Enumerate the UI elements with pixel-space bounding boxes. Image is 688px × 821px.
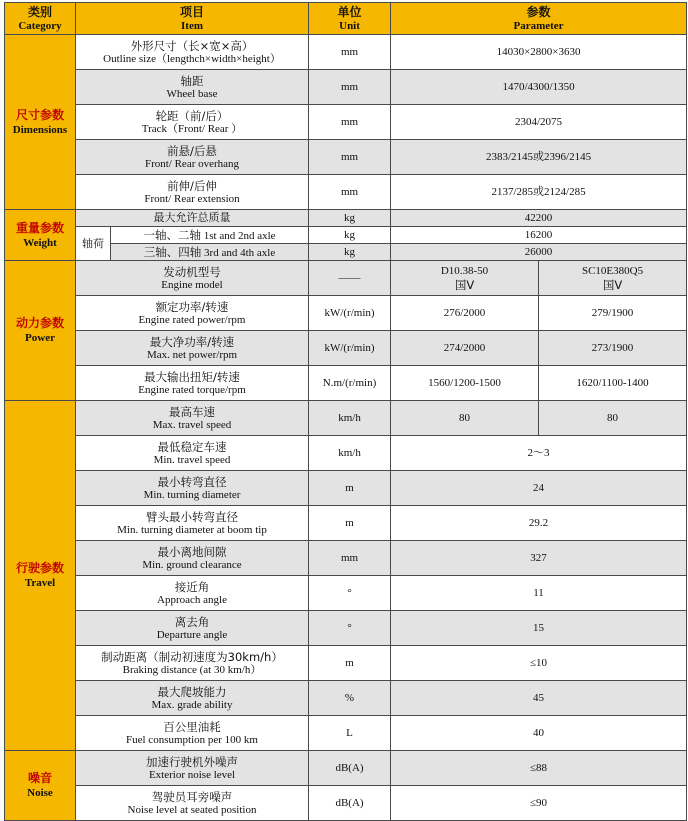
unit-cell: mm <box>309 105 391 140</box>
table-row <box>5 210 687 227</box>
value-cell: 42200 <box>391 210 687 227</box>
item-cell <box>76 681 309 716</box>
item-zh: 前伸/后伸 <box>167 178 217 193</box>
item-cell <box>76 646 309 681</box>
category-zh: 噪音 <box>27 771 52 785</box>
value-cell: 80 <box>391 401 539 436</box>
item-cell <box>76 261 309 296</box>
item-en: Min. travel speed <box>153 453 231 466</box>
item-en: Approach angle <box>157 593 227 606</box>
item-cell <box>76 35 309 70</box>
value-cell: 1620/1100-1400 <box>539 366 687 401</box>
item-cell <box>76 611 309 646</box>
table-row <box>5 786 687 821</box>
unit-cell: mm <box>309 140 391 175</box>
item-en: Engine rated power/rpm <box>138 313 246 326</box>
header-item-zh: 项目 <box>180 4 205 19</box>
value-cell: ≤88 <box>391 751 687 786</box>
value-cell: 2137/285或2124/285 <box>391 175 687 210</box>
value-cell: 279/1900 <box>539 296 687 331</box>
unit-cell: km/h <box>309 401 391 436</box>
category-power <box>5 261 76 401</box>
unit-cell: ° <box>309 611 391 646</box>
item-zh: 额定功率/转速 <box>155 299 229 314</box>
header-row <box>5 3 687 35</box>
item-zh: 百公里油耗 <box>163 719 221 734</box>
item-zh: 最小离地间隙 <box>157 544 227 559</box>
item-cell <box>76 786 309 821</box>
header-param-en: Parameter <box>513 19 564 32</box>
table-row <box>5 401 687 436</box>
item-cell: 最大允许总质量 <box>76 210 309 227</box>
header-category <box>5 3 76 35</box>
item-en: Engine model <box>161 278 223 291</box>
table-row <box>5 35 687 70</box>
value-cell: 11 <box>391 576 687 611</box>
category-en: Weight <box>23 236 57 249</box>
unit-cell: mm <box>309 70 391 105</box>
item-cell <box>76 105 309 140</box>
axle-load-label: 轴荷 <box>76 227 111 261</box>
item-en: Outline size（lengthch×width×height） <box>103 52 281 65</box>
item-zh: 最大输出扭矩/转速 <box>144 369 240 384</box>
table-row <box>5 105 687 140</box>
item-cell <box>76 296 309 331</box>
table-row <box>5 541 687 576</box>
unit-cell: N.m/(r/min) <box>309 366 391 401</box>
item-cell <box>76 716 309 751</box>
value-cell: 2383/2145或2396/2145 <box>391 140 687 175</box>
item-cell <box>111 244 309 261</box>
value-cell: 276/2000 <box>391 296 539 331</box>
table-row <box>5 576 687 611</box>
unit-cell: kW/(r/min) <box>309 296 391 331</box>
item-zh: 最小转弯直径 <box>157 474 227 489</box>
unit-cell: kg <box>309 244 391 261</box>
category-en: Power <box>25 332 55 344</box>
category-en: Travel <box>24 577 56 589</box>
item-zh: 发动机型号 <box>163 264 221 279</box>
unit-cell: mm <box>309 175 391 210</box>
item-en: Min. turning diameter <box>143 488 241 501</box>
value-cell: 15 <box>391 611 687 646</box>
item-cell <box>76 366 309 401</box>
value-cell: 14030×2800×3630 <box>391 35 687 70</box>
item-cell <box>76 541 309 576</box>
header-param-zh: 参数 <box>526 4 551 19</box>
table-row <box>5 646 687 681</box>
item-zh: 臂头最小转弯直径 <box>146 509 238 524</box>
category-zh: 重量参数 <box>15 220 64 235</box>
table-row <box>5 261 687 296</box>
table-row <box>5 611 687 646</box>
unit-cell: m <box>309 646 391 681</box>
value-cell: 29.2 <box>391 506 687 541</box>
item-cell <box>76 175 309 210</box>
item-cell <box>76 70 309 105</box>
unit-cell: kg <box>309 227 391 244</box>
header-item <box>76 3 309 35</box>
item-zh: 最大爬坡能力 <box>157 684 227 699</box>
engine-model-2: SC10E380Q5 <box>581 265 644 277</box>
table-row <box>5 70 687 105</box>
engine-model-1: D10.38-50 <box>440 265 489 277</box>
item-zh: 最大净功率/转速 <box>149 334 235 349</box>
item-en: Front/ Rear extension <box>144 192 240 205</box>
item-en: 1st and 2nd axle <box>203 229 276 242</box>
table-row <box>5 175 687 210</box>
unit-cell: mm <box>309 35 391 70</box>
item-cell <box>76 401 309 436</box>
item-en: Engine rated torque/rpm <box>138 383 246 396</box>
header-item-en: Item <box>181 19 203 32</box>
unit-cell: dB(A) <box>309 786 391 821</box>
table-row <box>5 751 687 786</box>
value-cell: 327 <box>391 541 687 576</box>
unit-cell: —— <box>309 261 391 296</box>
category-en: Dimensions <box>12 123 68 136</box>
header-unit <box>309 3 391 35</box>
item-en: Fuel consumption per 100 km <box>126 733 258 746</box>
header-category-zh: 类别 <box>27 4 52 19</box>
value-cell: 45 <box>391 681 687 716</box>
unit-cell: mm <box>309 541 391 576</box>
item-cell <box>76 506 309 541</box>
item-cell <box>111 227 309 244</box>
value-cell: 1560/1200-1500 <box>391 366 539 401</box>
item-en: Max. travel speed <box>152 418 232 431</box>
table-row <box>5 366 687 401</box>
value-cell: 274/2000 <box>391 331 539 366</box>
value-cell: 2～3 <box>391 436 687 471</box>
unit-cell: ° <box>309 576 391 611</box>
header-unit-en: Unit <box>339 19 360 32</box>
table-row <box>5 471 687 506</box>
item-zh: 轴距 <box>180 73 204 88</box>
value-cell: 24 <box>391 471 687 506</box>
item-zh: 最低稳定车速 <box>157 439 227 454</box>
item-cell <box>76 331 309 366</box>
table-row <box>5 140 687 175</box>
category-weight <box>5 210 76 261</box>
item-en: Min. ground clearance <box>142 558 242 571</box>
item-zh: 外形尺寸（长×宽×高） <box>130 38 254 53</box>
value-cell: ≤90 <box>391 786 687 821</box>
item-en: Departure angle <box>156 628 228 641</box>
table-row <box>5 331 687 366</box>
item-cell <box>76 140 309 175</box>
item-cell <box>76 576 309 611</box>
category-travel <box>5 401 76 751</box>
unit-cell: kg <box>309 210 391 227</box>
item-zh: 制动距离（制动初速度为30km/h） <box>101 649 283 664</box>
value-cell: 273/1900 <box>539 331 687 366</box>
emission-standard-1: 国V <box>454 278 475 292</box>
unit-cell: % <box>309 681 391 716</box>
table-row <box>5 506 687 541</box>
category-zh: 行驶参数 <box>15 561 64 575</box>
item-zh: 接近角 <box>174 579 210 594</box>
item-en: Noise level at seated position <box>127 803 257 816</box>
unit-cell: m <box>309 471 391 506</box>
unit-cell: kW/(r/min) <box>309 331 391 366</box>
item-en: Braking distance (at 30 km/h） <box>122 663 262 676</box>
table-row <box>5 436 687 471</box>
item-cell <box>76 751 309 786</box>
item-zh: 加速行驶机外噪声 <box>146 754 238 769</box>
spec-table <box>4 2 687 821</box>
value-cell: 1470/4300/1350 <box>391 70 687 105</box>
header-unit-zh: 单位 <box>337 4 362 19</box>
item-en: Max. grade ability <box>151 698 233 711</box>
value-cell: 40 <box>391 716 687 751</box>
item-en: Exterior noise level <box>148 768 236 781</box>
value-cell: 2304/2075 <box>391 105 687 140</box>
value-cell: 80 <box>539 401 687 436</box>
header-parameter <box>391 3 687 35</box>
header-category-en: Category <box>18 19 62 32</box>
item-zh: 驾驶员耳旁噪声 <box>151 789 233 804</box>
item-zh: 一轴、二轴 <box>143 227 201 242</box>
table-row <box>5 681 687 716</box>
unit-cell: dB(A) <box>309 751 391 786</box>
category-zh: 尺寸参数 <box>15 107 64 122</box>
item-en: Min. turning diameter at boom tip <box>117 523 267 536</box>
item-en: Front/ Rear overhang <box>144 157 240 170</box>
unit-cell: km/h <box>309 436 391 471</box>
category-zh: 动力参数 <box>15 316 64 330</box>
emission-standard-2: 国V <box>602 278 623 292</box>
item-zh: 离去角 <box>174 614 210 629</box>
value-cell: 16200 <box>391 227 687 244</box>
table-row <box>5 227 687 244</box>
item-cell <box>76 436 309 471</box>
item-en: Wheel base <box>166 87 218 100</box>
unit-cell: m <box>309 506 391 541</box>
item-zh: 最高车速 <box>169 404 215 419</box>
value-cell <box>391 261 539 296</box>
item-en: 3rd and 4th axle <box>204 246 276 259</box>
category-en: Noise <box>27 787 53 799</box>
value-cell <box>539 261 687 296</box>
value-cell: 26000 <box>391 244 687 261</box>
value-cell: ≤10 <box>391 646 687 681</box>
table-row <box>5 296 687 331</box>
category-noise <box>5 751 76 821</box>
table-row <box>5 716 687 751</box>
category-dimensions <box>5 35 76 210</box>
item-en: Max. net power/rpm <box>146 348 238 361</box>
item-zh: 三轴、四轴 <box>143 244 202 259</box>
item-en: Track（Front/ Rear ） <box>141 122 243 135</box>
item-zh: 轮距（前/后） <box>155 108 229 123</box>
item-zh: 前悬/后悬 <box>167 143 217 158</box>
unit-cell: L <box>309 716 391 751</box>
item-cell <box>76 471 309 506</box>
